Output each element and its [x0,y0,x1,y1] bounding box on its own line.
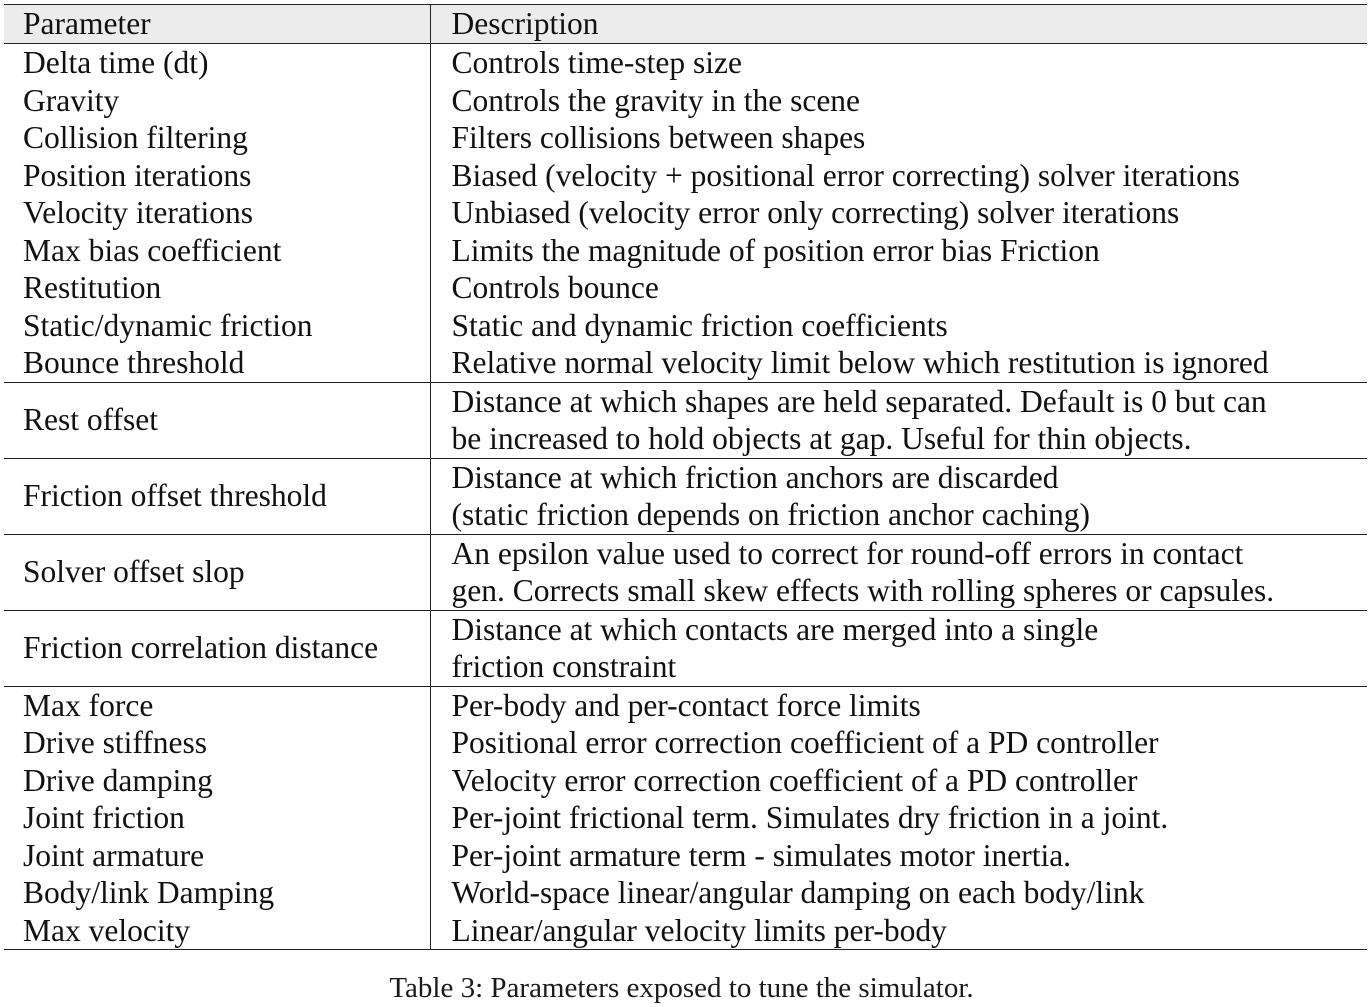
description-cell [430,194,1367,232]
description-cell [430,799,1367,837]
table-row [4,82,1367,120]
table-caption: Table 3: Parameters exposed to tune the simulator. [389,972,974,1004]
description-cell [430,724,1367,762]
table-row-group [4,382,1367,458]
parameter-cell: Friction offset threshold [4,458,430,534]
table-row [4,382,1367,458]
parameter-cell: Restitution [4,269,430,307]
description-cell [430,534,1367,610]
parameters-table [4,4,1367,950]
table-row-group [4,610,1367,686]
description-cell [430,344,1367,382]
table-row [4,157,1367,195]
description-line: be increased to hold objects at gap. Useful for thin objects. [451,421,1192,456]
description-line: Controls the gravity in the scene [451,82,861,118]
description-cell [430,762,1367,800]
parameter-cell: Max velocity [4,912,430,950]
table-header-row [4,5,1367,44]
parameter-cell: Collision filtering [4,119,430,157]
description-cell [430,837,1367,875]
header-description: Description [430,5,1367,44]
description-cell [430,686,1367,724]
table-row [4,44,1367,82]
description-line: Per-joint armature term - simulates motor inertia. [451,837,1072,873]
description-line: Velocity error correction coefficient of a PD controller [451,762,1138,798]
description-line: Controls bounce [451,270,659,305]
table-row-group [4,44,1367,383]
description-cell [430,874,1367,912]
parameters-table-container [4,4,1367,950]
description-line: Filters collisions between shapes [451,120,866,155]
table-row [4,232,1367,270]
parameter-cell: Delta time (dt) [4,44,430,82]
table-row-group [4,686,1367,950]
parameter-cell: Friction correlation distance [4,610,430,686]
description-cell [430,44,1367,82]
description-line: friction constraint [451,649,677,684]
parameter-cell: Position iterations [4,157,430,195]
table-row [4,724,1367,762]
description-line: An epsilon value used to correct for round-off errors in contact [451,535,1244,571]
parameter-cell: Rest offset [4,382,430,458]
description-line: Controls time-step size [451,45,742,80]
parameter-cell: Body/link Damping [4,874,430,912]
description-line: Positional error correction coefficient of a PD controller [451,725,1159,760]
parameter-cell: Static/dynamic friction [4,307,430,345]
description-line: Per-body and per-contact force limits [451,687,921,723]
description-line: Distance at which contacts are merged into a single [451,611,1099,647]
description-cell [430,82,1367,120]
table-row [4,458,1367,534]
parameter-cell: Bounce threshold [4,344,430,382]
description-line: Distance at which shapes are held separated. Default is 0 but can [451,383,1267,419]
parameter-cell: Max force [4,686,430,724]
table-row [4,799,1367,837]
description-cell [430,232,1367,270]
parameter-cell: Velocity iterations [4,194,430,232]
description-cell [430,307,1367,345]
table-row [4,762,1367,800]
table-row [4,912,1367,950]
description-line: Unbiased (velocity error only correcting) solver iterations [451,195,1180,230]
parameter-cell: Drive stiffness [4,724,430,762]
description-line: Biased (velocity + positional error correcting) solver iterations [451,157,1240,193]
description-cell [430,610,1367,686]
description-line: gen. Corrects small skew effects with rolling spheres or capsules. [451,573,1275,608]
table-row [4,119,1367,157]
description-cell [430,269,1367,307]
description-line: (static friction depends on friction anchor caching) [451,497,1091,532]
table-row [4,194,1367,232]
description-line: Per-joint frictional term. Simulates dry friction in a joint. [451,800,1169,835]
table-row [4,344,1367,382]
table-row [4,269,1367,307]
description-line: Linear/angular velocity limits per-body [451,912,947,948]
description-cell [430,912,1367,950]
table-row [4,686,1367,724]
table-row-group [4,534,1367,610]
parameter-cell: Solver offset slop [4,534,430,610]
table-row [4,307,1367,345]
parameter-cell: Joint friction [4,799,430,837]
description-cell [430,157,1367,195]
parameter-cell: Max bias coefficient [4,232,430,270]
parameter-cell: Drive damping [4,762,430,800]
table-row-group [4,458,1367,534]
parameter-cell: Gravity [4,82,430,120]
description-line: Distance at which friction anchors are discarded [451,459,1059,495]
description-line: Static and dynamic friction coefficients [451,307,948,343]
description-line: World-space linear/angular damping on each body/link [451,875,1145,910]
header-parameter: Parameter [4,5,430,44]
description-cell [430,119,1367,157]
table-row [4,610,1367,686]
description-line: Relative normal velocity limit below which restitution is ignored [451,345,1269,380]
table-row [4,837,1367,875]
table-row [4,874,1367,912]
description-cell [430,458,1367,534]
table-row [4,534,1367,610]
parameter-cell: Joint armature [4,837,430,875]
description-line: Limits the magnitude of position error bias Friction [451,232,1100,268]
description-cell [430,382,1367,458]
